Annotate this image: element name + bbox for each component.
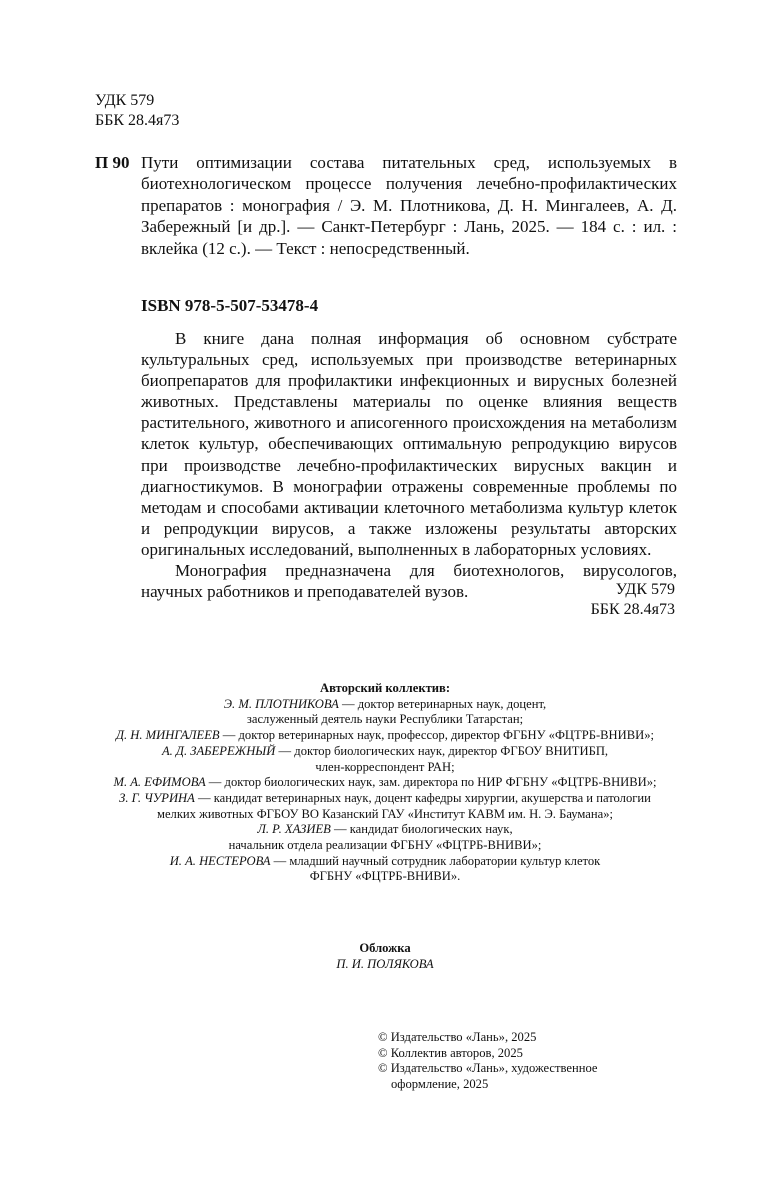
author-desc-cont: мелких животных ФГБОУ ВО Казанский ГАУ «Институт КАВМ им. Н. Э. Баумана»; xyxy=(156,806,614,821)
copyright-line-cont: оформление, 2025 xyxy=(391,1077,489,1092)
author-line xyxy=(80,728,690,744)
author-line xyxy=(80,854,690,870)
classification-bottom xyxy=(591,580,675,620)
author-name: З. Г. ЧУРИНА xyxy=(119,790,195,805)
author-name: Д. Н. МИНГАЛЕЕВ xyxy=(115,728,220,743)
udk-code: УДК 579 xyxy=(615,581,675,598)
authors-heading: Авторский коллектив: xyxy=(319,681,451,695)
copyright-block xyxy=(378,1030,597,1093)
author-name: Л. Р. ХАЗИЕВ xyxy=(257,822,331,837)
author-desc-cont: заслуженный деятель науки Республики Татарстан; xyxy=(246,712,524,727)
classification-top xyxy=(95,91,179,131)
author-desc-cont: начальник отдела реализации ФГБНУ «ФЦТРБ-ВНИВИ»; xyxy=(228,838,542,853)
author-line xyxy=(80,744,690,760)
author-desc: — кандидат ветеринарных наук, доцент кафедры хирургии, акушерства и патологии xyxy=(194,790,651,805)
isbn: ISBN 978-5-507-53478-4 xyxy=(141,296,319,315)
authors-block xyxy=(80,681,690,885)
author-desc-cont: член-корреспондент РАН; xyxy=(315,759,455,774)
bbk-code: ББК 28.4я73 xyxy=(95,112,180,129)
copyright-line: © Коллектив авторов, 2025 xyxy=(378,1045,523,1060)
author-desc: — младший научный сотрудник лаборатории культур клеток xyxy=(270,853,601,868)
author-line xyxy=(80,775,690,791)
abstract-paragraph: В книге дана полная информация об основном субстрате культуральных сред, используемых при производстве ветеринарных биопрепаратов для профилактики инфекционных и вирусных болезней животных. Представлены материалы по оценке влияния веществ растительного, животного и аписогенного происхождения на метаболизм клеток культур, обеспечивающих оптимальную репродукцию вирусов при производстве лечебно-профилактических вирусных вакцин и диагностикумов. В монографии отражены современные проблемы по методам и способами активации клеточного метаболизма культур клеток и репродукции вирусов, а также изложены результаты авторских оригинальных исследований, выполненных в лабораторных условиях. xyxy=(141,329,677,559)
abstract-paragraph: Монография предназначена для биотехнологов, вирусологов, научных работников и преподавателей вузов. xyxy=(141,561,677,602)
author-name: А. Д. ЗАБЕРЕЖНЫЙ xyxy=(161,743,276,758)
bibliographic-entry xyxy=(95,152,677,259)
author-line xyxy=(80,697,690,713)
udk-code: УДК 579 xyxy=(95,92,155,109)
author-line xyxy=(80,822,690,838)
author-sign: П 90 xyxy=(95,153,130,172)
cover-designer: П. И. ПОЛЯКОВА xyxy=(336,956,434,971)
author-desc-cont: ФГБНУ «ФЦТРБ-ВНИВИ». xyxy=(309,869,461,884)
cover-heading: Обложка xyxy=(359,941,411,955)
copyright-line: © Издательство «Лань», художественное xyxy=(378,1061,598,1076)
author-desc: — доктор ветеринарных наук, профессор, директор ФГБНУ «ФЦТРБ-ВНИВИ»; xyxy=(219,728,655,743)
author-name: Э. М. ПЛОТНИКОВА xyxy=(223,696,339,711)
bibliographic-description: Пути оптимизации состава питательных сред, используемых в биотехнологическом процессе получения лечебно-профилактических препаратов : монография / Э. М. Плотникова, Д. Н. Мингалеев, А. Д. Забережный [и др.]. — Санкт-Петербург : Лань, 2025. — 184 с. : ил. : вклейка (12 с.). — Текст : непосредственный. xyxy=(141,153,677,258)
bbk-code: ББК 28.4я73 xyxy=(590,601,675,618)
author-desc: — кандидат биологических наук, xyxy=(330,822,513,837)
author-name: И. А. НЕСТЕРОВА xyxy=(169,853,271,868)
author-line xyxy=(80,791,690,807)
author-name: М. А. ЕФИМОВА xyxy=(113,775,206,790)
copyright-line: © Издательство «Лань», 2025 xyxy=(378,1030,537,1044)
author-desc: — доктор биологических наук, зам. директора по НИР ФГБНУ «ФЦТРБ-ВНИВИ»; xyxy=(205,775,657,790)
author-desc: — доктор биологических наук, директор ФГБОУ ВНИТИБП, xyxy=(275,743,609,758)
abstract xyxy=(141,328,677,602)
author-desc: — доктор ветеринарных наук, доцент, xyxy=(338,696,547,711)
cover-credit xyxy=(80,941,690,972)
